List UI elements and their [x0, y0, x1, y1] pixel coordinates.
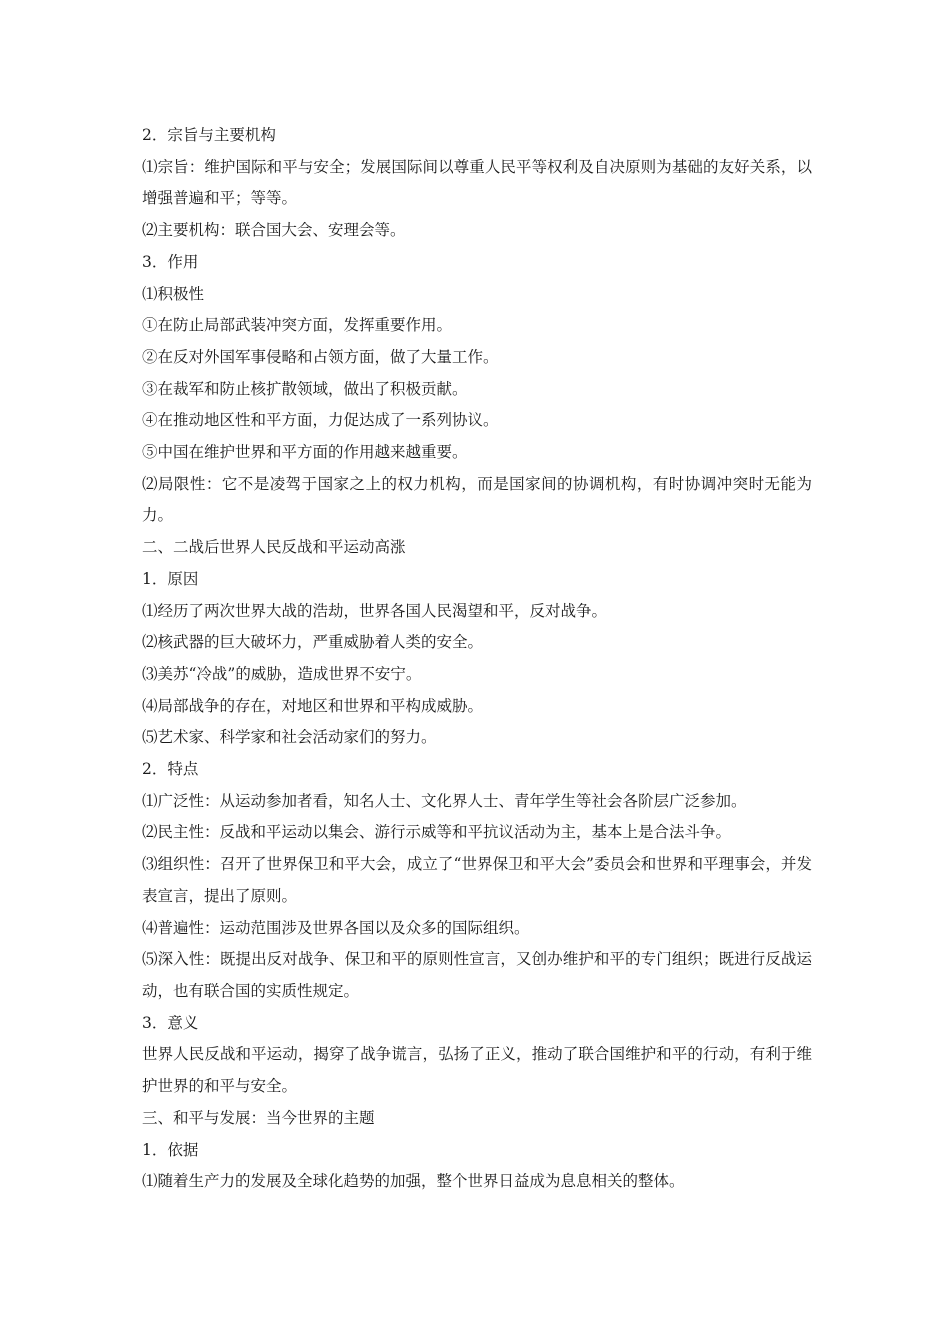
paragraph-limitation: ⑵局限性：它不是凌驾于国家之上的权力机构，而是国家间的协调机构，有时协调冲突时无能为力。	[142, 474, 812, 525]
heading-purpose-and-organs: 2．宗旨与主要机构	[142, 126, 276, 144]
list-item-positive-4: ④在推动地区性和平方面，力促达成了一系列协议。	[142, 411, 499, 430]
section-heading-antiwar-movement: 二、二战后世界人民反战和平运动高涨	[142, 538, 406, 557]
list-item-positive-1: ①在防止局部武装冲突方面，发挥重要作用。	[142, 316, 453, 335]
list-item-cause-1: ⑴经历了两次世界大战的浩劫，世界各国人民渴望和平，反对战争。	[142, 601, 608, 620]
paragraph-purpose: ⑴宗旨：维护国际和平与安全；发展国际间以尊重人民平等权利及自决原则为基础的友好关系，以增强普遍和平；等等。	[142, 157, 812, 208]
list-item-feature-2: ⑵民主性：反战和平运动以集会、游行示威等和平抗议活动为主，基本上是合法斗争。	[142, 823, 732, 842]
list-item-feature-1: ⑴广泛性：从运动参加者看，知名人士、文化界人士、青年学生等社会各阶层广泛参加。	[142, 791, 747, 810]
list-item-positive-2: ②在反对外国军事侵略和占领方面，做了大量工作。	[142, 347, 499, 366]
heading-basis: 1．依据	[142, 1140, 199, 1159]
paragraph-significance: 世界人民反战和平运动，揭穿了战争谎言，弘扬了正义，推动了联合国维护和平的行动，有利于维护世界的和平与安全。	[142, 1045, 812, 1096]
list-item-cause-2: ⑵核武器的巨大破坏力，严重威胁着人类的安全。	[142, 633, 484, 652]
list-item-positive-5: ⑤中国在维护世界和平方面的作用越来越重要。	[142, 443, 468, 462]
list-item-basis-1: ⑴随着生产力的发展及全球化趋势的加强，整个世界日益成为息息相关的整体。	[142, 1172, 685, 1191]
list-item-feature-5: ⑸深入性：既提出反对战争、保卫和平的原则性宣言，又创办维护和平的专门组织；既进行反战运动，也有联合国的实质性规定。	[142, 950, 812, 1000]
list-item-positive-3: ③在裁军和防止核扩散领域，做出了积极贡献。	[142, 379, 468, 398]
heading-causes: 1．原因	[142, 569, 199, 588]
heading-features: 2．特点	[142, 760, 199, 779]
paragraph-main-organs: ⑵主要机构：联合国大会、安理会等。	[142, 221, 406, 240]
list-item-cause-5: ⑸艺术家、科学家和社会活动家们的努力。	[142, 728, 437, 747]
list-item-cause-4: ⑷局部战争的存在，对地区和世界和平构成威胁。	[142, 696, 484, 715]
heading-significance: 3．意义	[142, 1013, 199, 1032]
heading-role: 3．作用	[142, 252, 199, 271]
document-body	[142, 120, 812, 1198]
subheading-positive: ⑴积极性	[142, 284, 205, 303]
section-heading-peace-development: 三、和平与发展：当今世界的主题	[142, 1108, 375, 1127]
list-item-cause-3: ⑶美苏“冷战”的威胁，造成世界不安宁。	[142, 664, 422, 683]
list-item-feature-4: ⑷普遍性：运动范围涉及世界各国以及众多的国际组织。	[142, 918, 530, 937]
list-item-feature-3: ⑶组织性：召开了世界保卫和平大会，成立了“世界保卫和平大会”委员会和世界和平理事会，并发表宣言，提出了原则。	[142, 855, 812, 905]
